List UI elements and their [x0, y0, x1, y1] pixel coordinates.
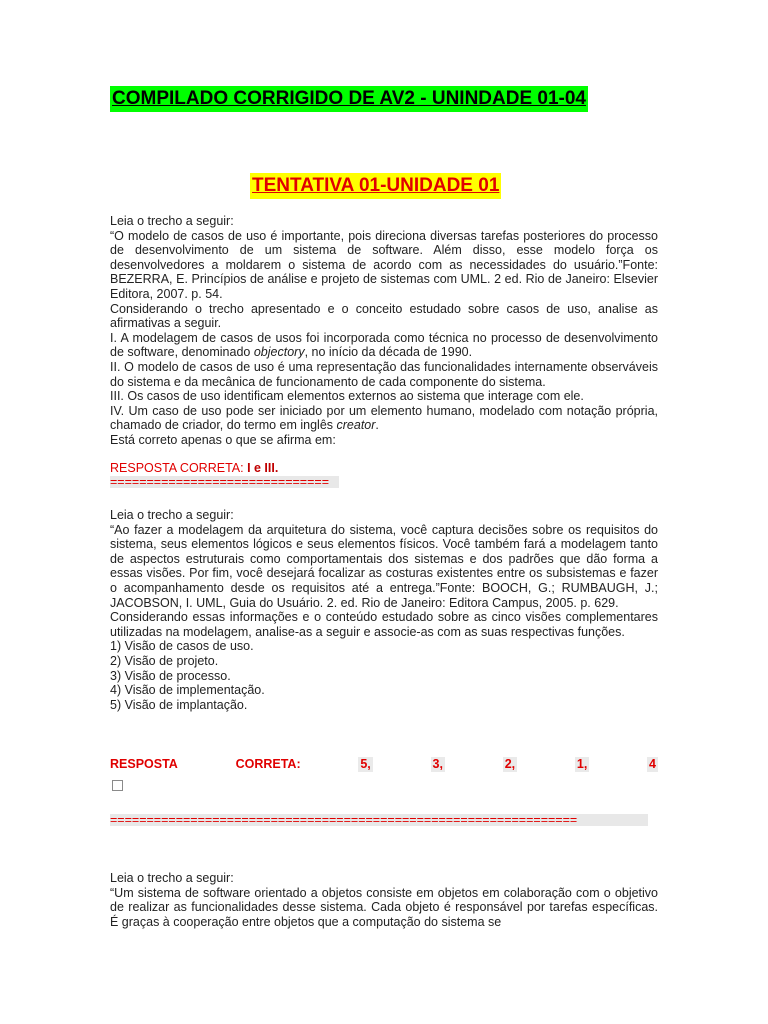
answer-checkbox[interactable] [112, 780, 123, 791]
answer-word: 2, [504, 757, 516, 771]
question-1-item-2: II. O modelo de casos de uso é uma representação das funcionalidades internamente observáveis do sistema e da mecânica de funcionamento de cada componente do sistema. [110, 359, 658, 389]
question-3-intro: Leia o trecho a seguir: [110, 871, 234, 885]
question-1-item-1: I. A modelagem de casos de usos foi incorporada como técnica no processo de desenvolvimento de software, denominado objectory, no início da década de 1990. [110, 330, 658, 360]
question-1-answer: RESPOSTA CORRETA: I e III. [110, 460, 279, 475]
question-2-option: 1) Visão de casos de uso. [110, 639, 254, 654]
question-2-option: 5) Visão de implantação. [110, 697, 248, 712]
question-1-separator: ============================== [110, 476, 339, 488]
question-2 [110, 508, 658, 712]
answer-word: CORRETA: [235, 757, 301, 771]
question-1-prompt: Considerando o trecho apresentado e o conceito estudado sobre casos de uso, analise as afirmativas a seguir. [110, 301, 658, 331]
question-1-item-3: III. Os casos de uso identificam elementos externos ao sistema que interage com ele. [110, 389, 584, 404]
answer-word: 5, [360, 757, 371, 771]
answer-word: 4 [649, 757, 656, 771]
question-2-option: 3) Visão de processo. [110, 668, 231, 683]
answer-word: 1, [576, 757, 588, 771]
attempt-title: TENTATIVA 01-UNIDADE 01 [250, 173, 501, 199]
question-2-separator: ================================================================ [110, 814, 648, 826]
answer-word: RESPOSTA [110, 757, 178, 771]
question-1-quote: “O modelo de casos de uso é importante, pois direciona diversas tarefas posteriores do processo de desenvolvimento de um sistema de software. Além disso, esse modelo força os desenvolvedores a moldarem o sistema de acordo com as necessidades do usuário.”Fonte: BEZERRA, E. Princípios de análise e projeto de sistemas com UML. 2 ed. Rio de Janeiro: Elsevier Editora, 2007. p. 54. [110, 228, 658, 301]
question-1-item-4: IV. Um caso de uso pode ser iniciado por um elemento humano, modelado com notação própria, chamado de criador, do termo em inglês creator. [110, 403, 658, 433]
question-2-option: 2) Visão de projeto. [110, 653, 219, 668]
document-title: COMPILADO CORRIGIDO DE AV2 - UNINDADE 01-04 [110, 86, 588, 112]
question-2-option: 4) Visão de implementação. [110, 683, 265, 698]
question-1 [110, 214, 658, 491]
question-2-quote: “Ao fazer a modelagem da arquitetura do sistema, você captura decisões sobre os requisitos do sistema, seus elementos lógicos e seus elementos físicos. Você também fará a modelagem tanto de aspectos estruturais como comportamentais dos sistemas e dos padrões que dão forma a essas visões. Por fim, você desejará focalizar as costuras existentes entre os subsistemas e fazer o acompanhamento desde os requisitos até a entrega.”Fonte: BOOCH, G.; RUMBAUGH, J.; JACOBSON, I. UML, Guia do Usuário. 2. ed. Rio de Janeiro: Editora Campus, 2005. p. 629. [110, 522, 658, 610]
question-2-intro: Leia o trecho a seguir: [110, 508, 234, 522]
question-1-closing: Está correto apenas o que se afirma em: [110, 432, 336, 447]
answer-word: 3, [432, 757, 443, 771]
question-3-quote: “Um sistema de software orientado a objetos consiste em objetos em colaboração com o objetivo de realizar as funcionalidades desse sistema. Cada objeto é responsável por tarefas específicas. É graças à cooperação entre objetos que a computação do sistema se [110, 885, 658, 929]
question-3 [110, 871, 658, 929]
question-2-prompt: Considerando essas informações e o conteúdo estudado sobre as cinco visões complementares utilizadas na modelagem, analise-as a seguir e associe-as com as suas respectivas funções. [110, 610, 658, 639]
question-2-answer [110, 757, 658, 772]
question-1-intro: Leia o trecho a seguir: [110, 214, 234, 228]
